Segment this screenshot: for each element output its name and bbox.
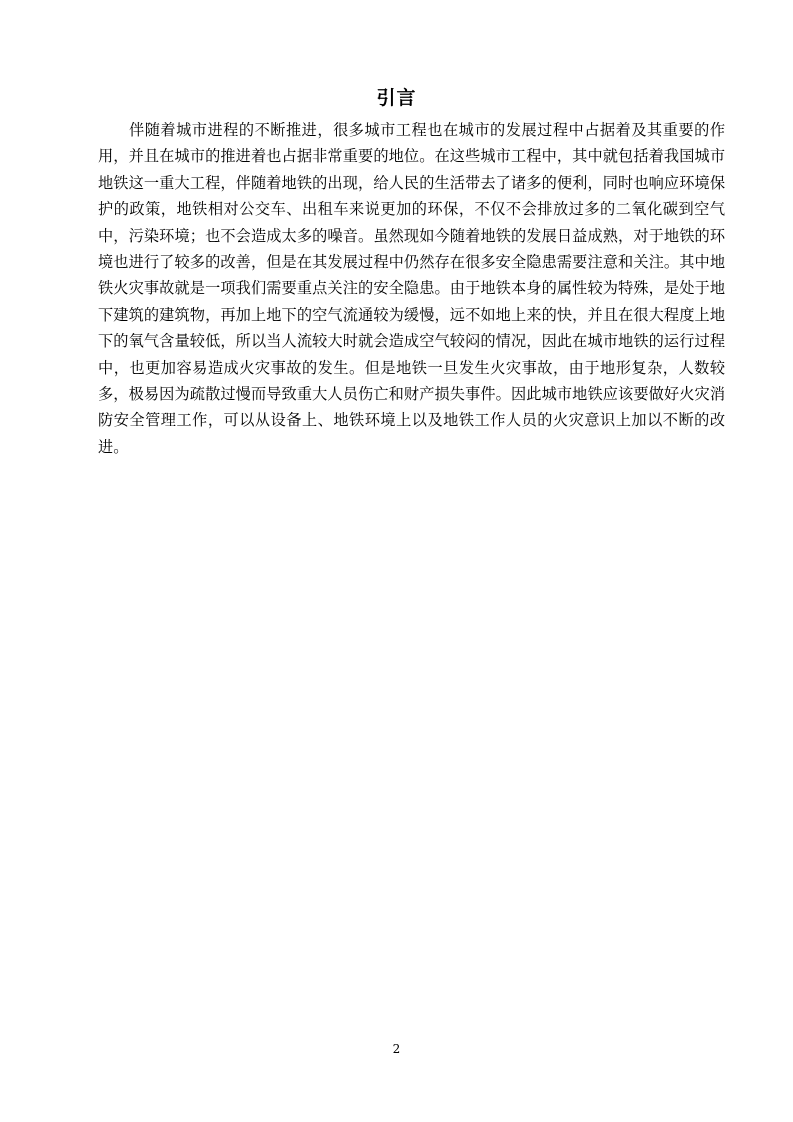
page-number: 2 bbox=[392, 1042, 401, 1056]
section-title: 引言 bbox=[376, 87, 417, 109]
intro-paragraph: 伴随着城市进程的不断推进，很多城市工程也在城市的发展过程中占据着及其重要的作用，并且在城市的推进着也占据非常重要的地位。在这些城市工程中，其中就包括着我国城市地铁这一重大工程，伴随着地铁的出现，给人民的生活带去了诸多的便利，同时也响应环境保护的政策，地铁相对公交车、出租车来说更加的环保，不仅不会排放过多的二氧化碳到空气中，污染环境；也不会造成太多的噪音。虽然现如今随着地铁的发展日益成熟，对于地铁的环境也进行了较多的改善，但是在其发展过程中仍然存在很多安全隐患需要注意和关注。其中地铁火灾事故就是一项我们需要重点关注的安全隐患。由于地铁本身的属性较为特殊，是处于地下建筑的建筑物，再加上地下的空气流通较为缓慢，远不如地上来的快，并且在很大程度上地下的氧气含量较低，所以当人流较大时就会造成空气较闷的情况，因此在城市地铁的运行过程中，也更加容易造成火灾事故的发生。但是地铁一旦发生火灾事故，由于地形复杂，人数较多，极易因为疏散过慢而导致重大人员伤亡和财产损失事件。因此城市地铁应该要做好火灾消防安全管理工作，可以从设备上、地铁环境上以及地铁工作人员的火灾意识上加以不断的改进。 bbox=[98, 121, 725, 456]
